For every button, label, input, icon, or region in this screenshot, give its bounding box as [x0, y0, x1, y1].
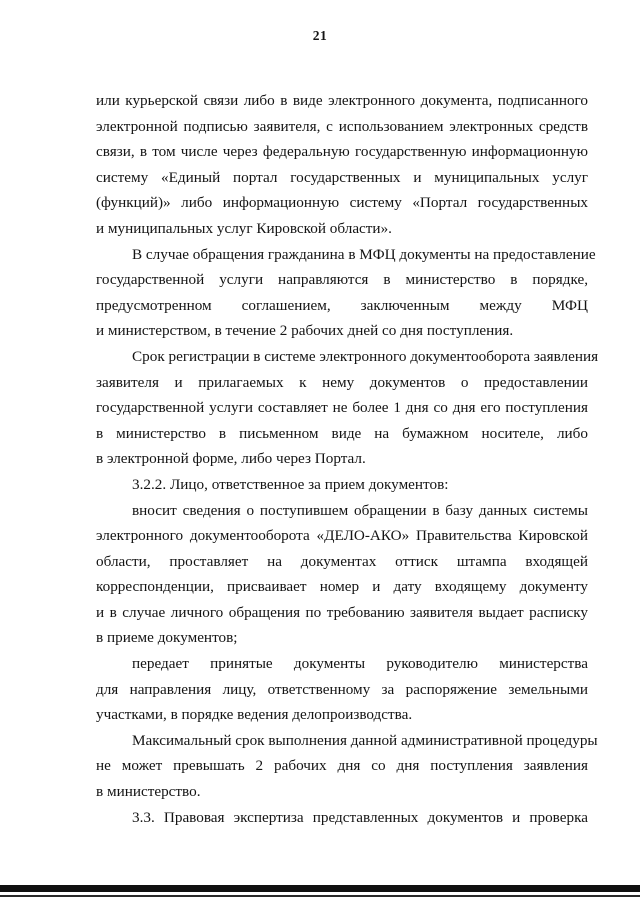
text-line: В случае обращения гражданина в МФЦ документы на предоставление — [132, 245, 596, 263]
paragraph-enter-information — [96, 498, 588, 652]
text-line: предусмотренном соглашением, заключенным между МФЦ — [96, 296, 588, 314]
paragraph-transfer-documents — [96, 651, 588, 728]
paragraph-legal-expertise — [96, 805, 588, 831]
text-line: или курьерской связи либо в виде электронного документа, подписанного — [96, 92, 588, 109]
text-line: электронной подписью заявителя, с использованием электронных средств — [96, 117, 588, 135]
text-line: Срок регистрации в системе электронного документооборота заявления — [132, 347, 599, 365]
section-heading: 3.2.2. Лицо, ответственное за прием документов: — [132, 475, 449, 493]
text-line: электронного документооборота «ДЕЛО-АКО» Правительства Кировской — [96, 527, 588, 545]
paragraph-registration-term — [96, 344, 599, 472]
text-line: и муниципальных услуг Кировской области». — [96, 219, 392, 237]
text-line: для направления лицу, ответственному за распоряжение земельными — [96, 680, 588, 698]
text-line: и в случае личного обращения по требованию заявителя выдает расписку — [96, 603, 588, 621]
text-line: области, проставляет на документах оттиск штампа входящей — [96, 552, 588, 570]
text-line: (функций)» либо информационную систему «Портал государственных — [96, 194, 588, 212]
text-line: государственной услуги направляются в министерство в порядке, — [96, 271, 588, 289]
paragraph-maximum-term — [96, 728, 598, 805]
text-line: вносит сведения о поступившем обращении в базу данных системы — [132, 501, 588, 519]
text-line: в министерство в письменном виде на бумажном носителе, либо — [96, 424, 588, 442]
text-line: корреспонденции, присваивает номер и дату входящему документу — [96, 578, 588, 596]
text-line: передает принятые документы руководителю министерства — [132, 655, 588, 673]
scan-border-bottom — [0, 885, 640, 892]
text-line: в министерство. — [96, 783, 201, 801]
text-line: Максимальный срок выполнения данной административной процедуры — [132, 731, 598, 749]
text-line: государственной услуги составляет не более 1 дня со дня его поступления — [96, 399, 588, 417]
text-line: заявителя и прилагаемых к нему документов о предоставлении — [96, 373, 588, 391]
text-line: в приеме документов; — [96, 629, 238, 647]
text-line: связи, в том числе через федеральную государственную информационную — [96, 143, 588, 161]
paragraph-electronic-submission — [96, 88, 588, 242]
paragraph-responsible-person — [96, 472, 588, 498]
text-line: участками, в порядке ведения делопроизводства. — [96, 706, 413, 724]
scan-border-bottom-thin — [0, 895, 640, 897]
document-body — [96, 88, 599, 830]
text-line: в электронной форме, либо через Портал. — [96, 450, 366, 468]
text-line: не может превышать 2 рабочих дня со дня поступления заявления — [96, 757, 588, 775]
text-line: и министерством, в течение 2 рабочих дней со дня поступления. — [96, 322, 514, 340]
text-line: систему «Единый портал государственных и муниципальных услуг — [96, 168, 588, 186]
page-number: 21 — [312, 28, 328, 43]
paragraph-mfc-forwarding — [96, 242, 596, 344]
section-heading: 3.3. Правовая экспертиза представленных документов и проверка — [132, 808, 588, 826]
